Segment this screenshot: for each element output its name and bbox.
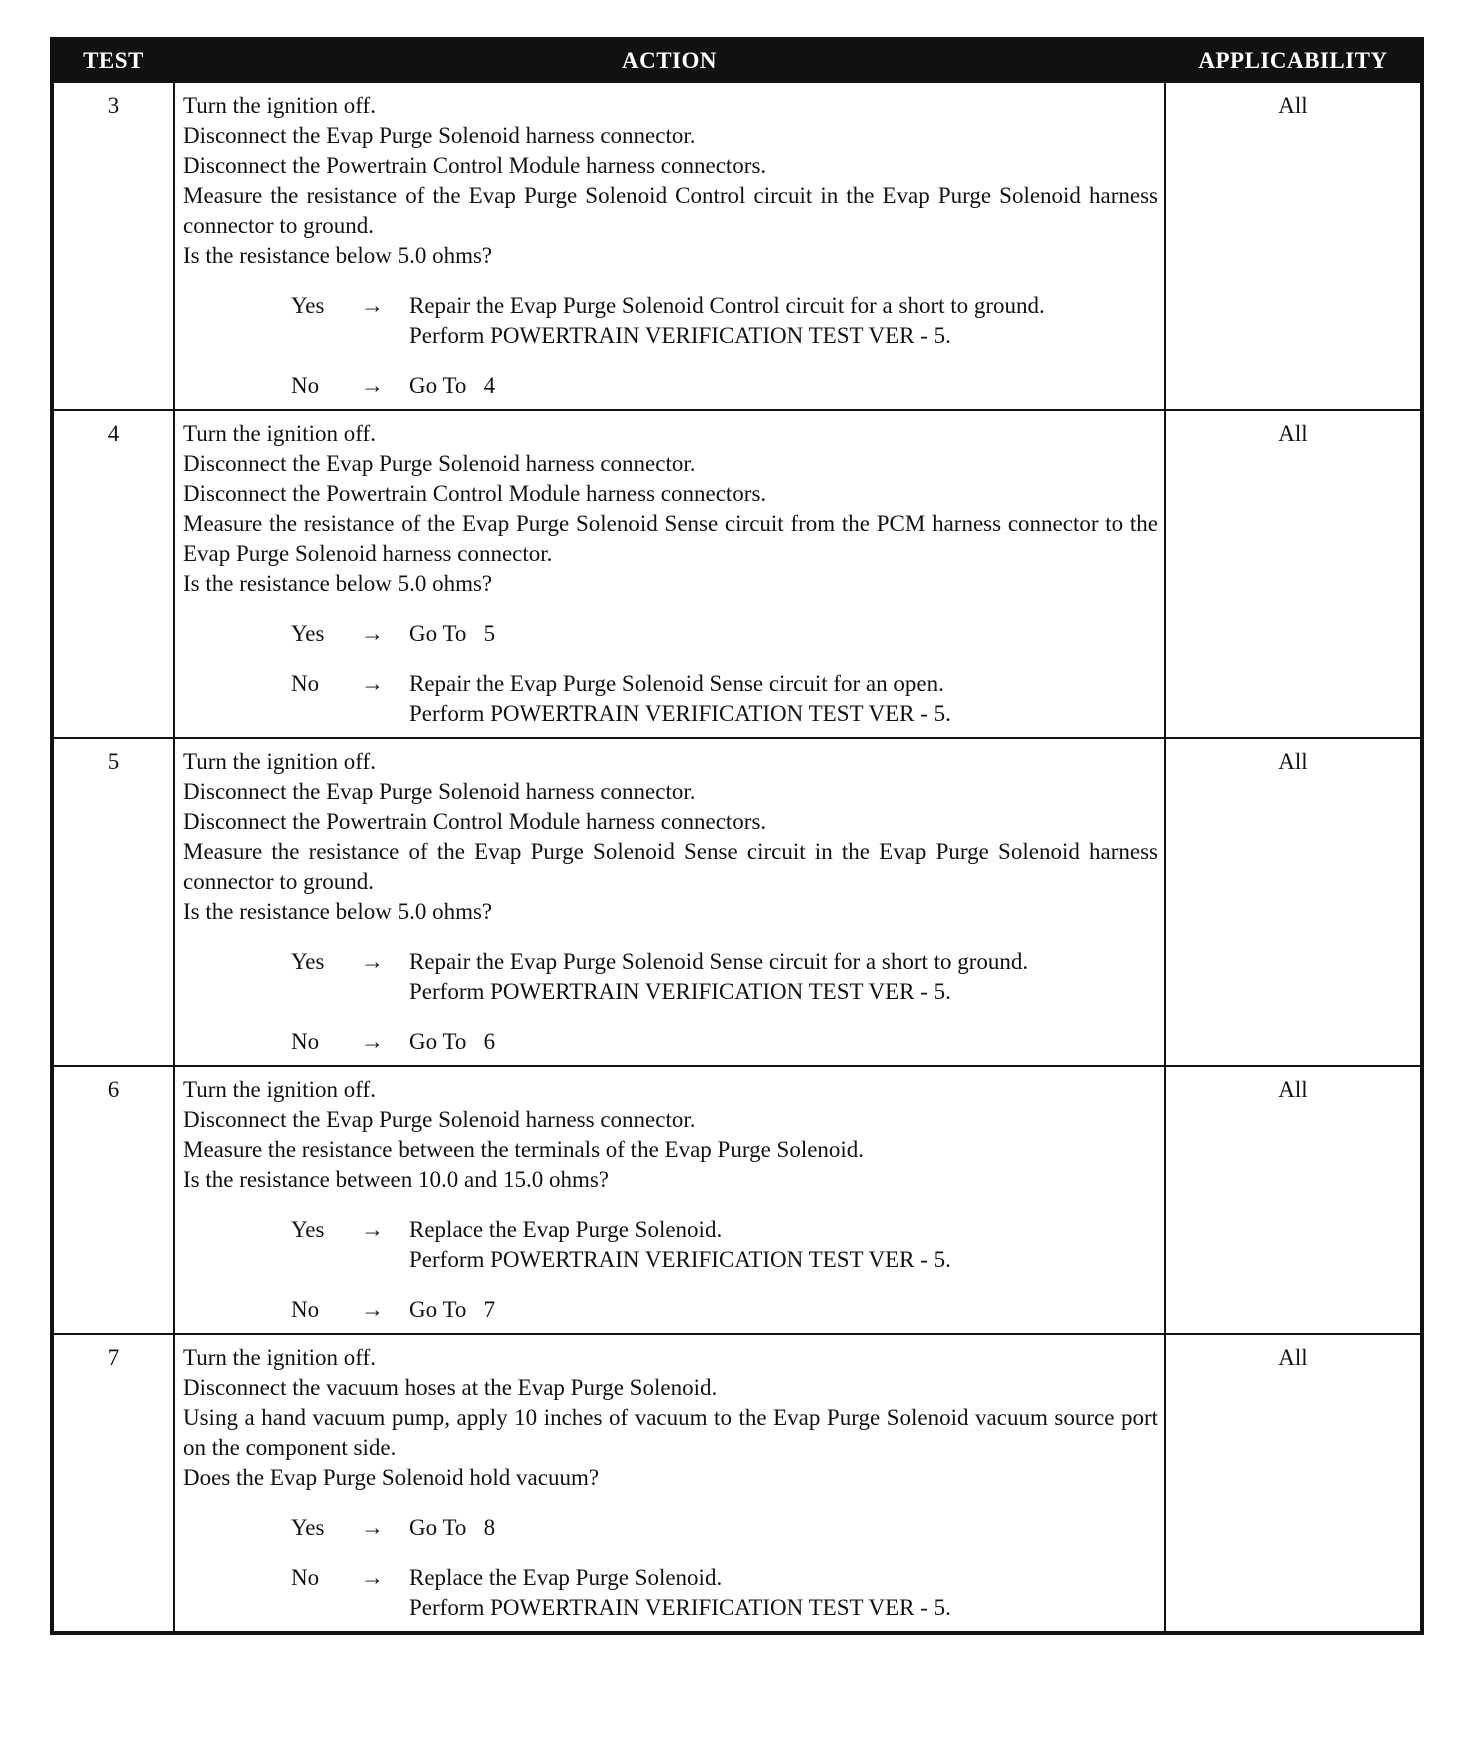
action-step: Disconnect the Powertrain Control Module harness connectors.	[183, 153, 767, 178]
outcome-yes	[183, 619, 1158, 649]
outcome-no	[183, 371, 1158, 401]
outcome-yes-line: Go To 5	[409, 621, 496, 646]
action-step: Is the resistance below 5.0 ohms?	[183, 899, 493, 924]
arrow-icon: →	[361, 949, 384, 974]
action-step: Using a hand vacuum pump, apply 10 inches of vacuum to the Evap Purge Solenoid vacuum source port on the component side.	[183, 1405, 1158, 1460]
action-steps	[183, 1343, 1158, 1493]
outcome-yes	[183, 947, 1158, 1007]
outcome-no-line: Go To 6	[409, 1029, 496, 1054]
outcome-yes-line: Perform POWERTRAIN VERIFICATION TEST VER - 5.	[409, 1247, 951, 1272]
action-step: Turn the ignition off.	[183, 1077, 376, 1102]
outcome-yes-line: Repair the Evap Purge Solenoid Control circuit for a short to ground.	[409, 293, 1045, 318]
outcome-yes	[183, 1215, 1158, 1275]
arrow-icon: →	[361, 293, 384, 318]
test-number: 7	[52, 1334, 174, 1633]
outcome-no-text	[409, 1295, 1158, 1325]
arrow-icon: →	[361, 1029, 384, 1054]
action-steps	[183, 419, 1158, 599]
action-step: Does the Evap Purge Solenoid hold vacuum?	[183, 1465, 600, 1490]
test-number: 5	[52, 738, 174, 1066]
action-step: Measure the resistance of the Evap Purge Solenoid Sense circuit in the Evap Purge Solenoid harness connector to ground.	[183, 839, 1158, 894]
outcome-yes-text	[409, 1215, 1158, 1275]
outcome-no-text	[409, 1027, 1158, 1057]
outcome-yes-line: Replace the Evap Purge Solenoid.	[409, 1217, 723, 1242]
outcome-no-label: No	[291, 1565, 320, 1590]
action-step: Disconnect the Powertrain Control Module harness connectors.	[183, 809, 767, 834]
outcome-no-text	[409, 1563, 1158, 1623]
outcome-yes	[183, 1513, 1158, 1543]
arrow-icon: →	[361, 621, 384, 646]
action-step: Measure the resistance between the terminals of the Evap Purge Solenoid.	[183, 1137, 865, 1162]
arrow-icon: →	[361, 1217, 384, 1242]
action-steps	[183, 747, 1158, 927]
arrow-icon: →	[361, 671, 384, 696]
outcome-no-label: No	[291, 373, 320, 398]
test-number: 4	[52, 410, 174, 738]
action-step: Disconnect the Powertrain Control Module harness connectors.	[183, 481, 767, 506]
action-step: Is the resistance below 5.0 ohms?	[183, 571, 493, 596]
applicability-value: All	[1165, 1334, 1422, 1633]
outcome-no-line: Repair the Evap Purge Solenoid Sense circuit for an open.	[409, 671, 944, 696]
outcome-yes-text	[409, 1513, 1158, 1543]
outcome-yes-label: Yes	[291, 1515, 325, 1540]
outcome-yes-text	[409, 291, 1158, 351]
outcome-yes	[183, 291, 1158, 351]
outcome-no	[183, 1295, 1158, 1325]
table-row	[52, 1334, 1422, 1633]
header-applicability: APPLICABILITY	[1165, 39, 1422, 82]
applicability-value: All	[1165, 1066, 1422, 1334]
outcome-yes-label: Yes	[291, 293, 325, 318]
outcome-no-line: Go To 7	[409, 1297, 496, 1322]
action-step: Turn the ignition off.	[183, 93, 376, 118]
arrow-icon: →	[361, 1515, 384, 1540]
action-step: Turn the ignition off.	[183, 421, 376, 446]
action-cell	[174, 82, 1165, 410]
action-step: Is the resistance between 10.0 and 15.0 ohms?	[183, 1167, 610, 1192]
outcome-no-line: Perform POWERTRAIN VERIFICATION TEST VER - 5.	[409, 701, 951, 726]
outcome-yes-line: Perform POWERTRAIN VERIFICATION TEST VER - 5.	[409, 979, 951, 1004]
action-step: Is the resistance below 5.0 ohms?	[183, 243, 493, 268]
outcome-yes-line: Perform POWERTRAIN VERIFICATION TEST VER - 5.	[409, 323, 951, 348]
action-step: Disconnect the vacuum hoses at the Evap Purge Solenoid.	[183, 1375, 718, 1400]
action-step: Turn the ignition off.	[183, 749, 376, 774]
table-row	[52, 738, 1422, 1066]
test-number: 6	[52, 1066, 174, 1334]
action-cell	[174, 410, 1165, 738]
outcome-no	[183, 669, 1158, 729]
header-action: ACTION	[174, 39, 1165, 82]
action-step: Disconnect the Evap Purge Solenoid harness connector.	[183, 779, 696, 804]
outcome-yes-label: Yes	[291, 949, 325, 974]
action-cell	[174, 738, 1165, 1066]
action-step: Measure the resistance of the Evap Purge Solenoid Control circuit in the Evap Purge Solenoid harness connector to ground.	[183, 183, 1158, 238]
arrow-icon: →	[361, 1565, 384, 1590]
outcome-no-label: No	[291, 1297, 320, 1322]
table-header-row	[52, 39, 1422, 82]
outcome-yes-text	[409, 619, 1158, 649]
applicability-value: All	[1165, 82, 1422, 410]
header-test: TEST	[52, 39, 174, 82]
action-step: Disconnect the Evap Purge Solenoid harness connector.	[183, 123, 696, 148]
outcome-yes-label: Yes	[291, 1217, 325, 1242]
outcome-no-label: No	[291, 671, 320, 696]
outcome-no-text	[409, 371, 1158, 401]
test-number: 3	[52, 82, 174, 410]
diagnostic-test-table	[50, 37, 1424, 1635]
table-body	[52, 82, 1422, 1633]
action-steps	[183, 91, 1158, 271]
action-step: Measure the resistance of the Evap Purge Solenoid Sense circuit from the PCM harness connector to the Evap Purge Solenoid harness connector.	[183, 511, 1158, 566]
action-step: Disconnect the Evap Purge Solenoid harness connector.	[183, 1107, 696, 1132]
outcome-no-text	[409, 669, 1158, 729]
applicability-value: All	[1165, 738, 1422, 1066]
outcome-no-label: No	[291, 1029, 320, 1054]
outcome-yes-label: Yes	[291, 621, 325, 646]
action-cell	[174, 1066, 1165, 1334]
action-step: Turn the ignition off.	[183, 1345, 376, 1370]
outcome-no	[183, 1563, 1158, 1623]
arrow-icon: →	[361, 373, 384, 398]
action-steps	[183, 1075, 1158, 1195]
outcome-no-line: Replace the Evap Purge Solenoid.	[409, 1565, 723, 1590]
table-row	[52, 1066, 1422, 1334]
action-step: Disconnect the Evap Purge Solenoid harness connector.	[183, 451, 696, 476]
arrow-icon: →	[361, 1297, 384, 1322]
action-cell	[174, 1334, 1165, 1633]
table-row	[52, 82, 1422, 410]
outcome-yes-line: Go To 8	[409, 1515, 496, 1540]
outcome-no-line: Perform POWERTRAIN VERIFICATION TEST VER - 5.	[409, 1595, 951, 1620]
outcome-yes-text	[409, 947, 1158, 1007]
applicability-value: All	[1165, 410, 1422, 738]
outcome-yes-line: Repair the Evap Purge Solenoid Sense circuit for a short to ground.	[409, 949, 1029, 974]
outcome-no-line: Go To 4	[409, 373, 496, 398]
outcome-no	[183, 1027, 1158, 1057]
table-row	[52, 410, 1422, 738]
